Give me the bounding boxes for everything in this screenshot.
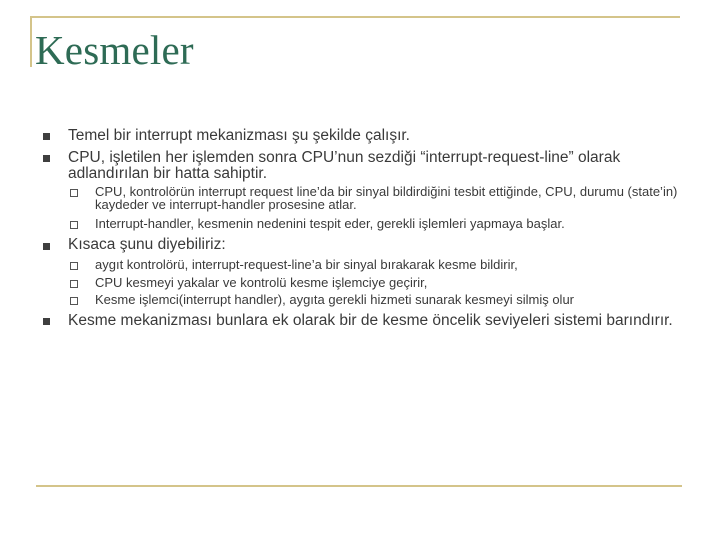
bullet-square-icon [43,243,50,250]
sub-bullet-text-3-2: CPU kesmeyi yakalar ve kontrolü kesme işlemciye geçirir, [95,275,428,290]
sub-bullet-square-icon [70,297,78,305]
sub-bullet-square-icon [70,189,78,197]
sub-bullet-text-3-3: Kesme işlemci(interrupt handler), aygıta gerekli hizmeti sunarak kesmeyi silmiş olur [95,292,575,307]
sub-bullet-text-2-2: Interrupt-handler, kesmenin nedenini tespit eder, gerekli işlemleri yapmaya başlar. [95,216,565,231]
sub-bullet-text-3-1: aygıt kontrolörü, interrupt-request-line’a bir sinyal bırakarak kesme bildirir, [95,257,518,272]
sub-bullet-square-icon [70,221,78,229]
bullet-text-2: CPU, işletilen her işlemden sonra CPU’nun sezdiği “interrupt-request-line” olarak adlandırılan bir hatta sahiptir. [68,149,621,182]
slide-title: Kesmeler [35,27,194,73]
bullet-square-icon [43,133,50,140]
footer-rule [36,485,682,487]
sub-bullet-square-icon [70,262,78,270]
sub-bullet-text-2-1: CPU, kontrolörün interrupt request line’da bir sinyal bildirdiğini tesbit ettiğinde, CPU, durumu (state’in) kaydeder ve interrupt-handler prosesine atlar. [95,184,678,212]
bullet-text-4: Kesme mekanizması bunlara ek olarak bir de kesme öncelik seviyeleri sistemi barındırır. [68,312,673,329]
bullet-square-icon [43,155,50,162]
sub-bullet-square-icon [70,280,78,288]
bullet-text-1: Temel bir interrupt mekanizması şu şekilde çalışır. [68,127,410,144]
bullet-text-3: Kısaca şunu diyebiliriz: [68,236,226,253]
bullet-square-icon [43,318,50,325]
